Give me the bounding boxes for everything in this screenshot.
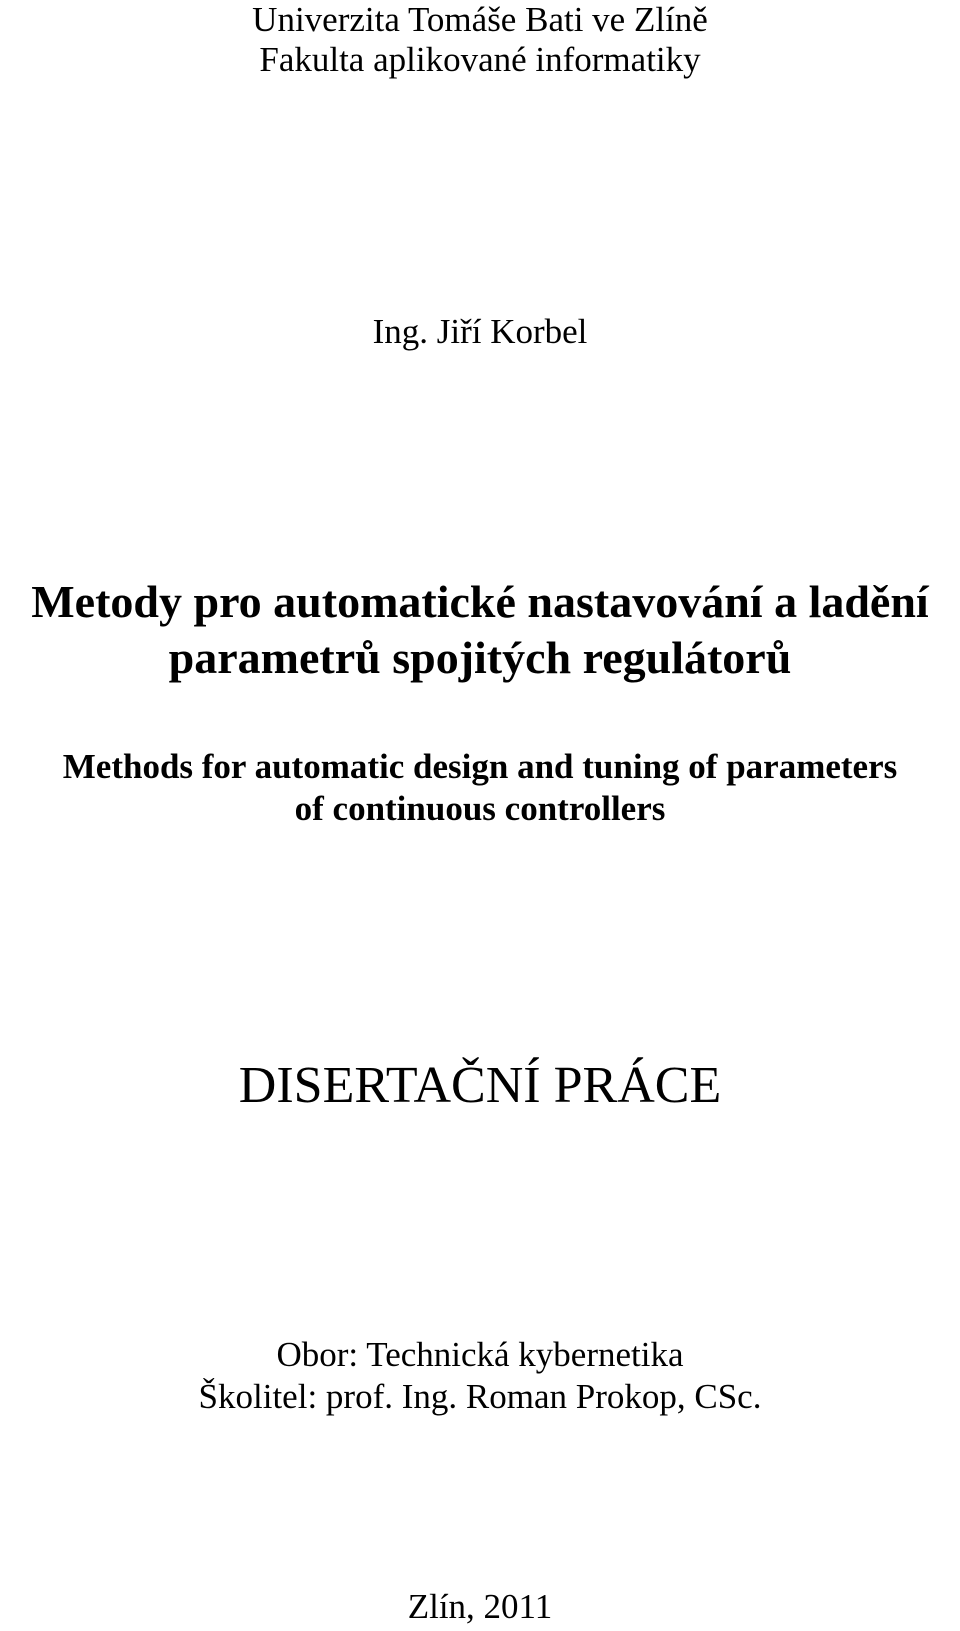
title-czech-line-1: Metody pro automatické nastavování a ladění <box>31 576 929 627</box>
place-and-year: Zlín, 2011 <box>407 1587 553 1626</box>
title-english-line-1: Methods for automatic design and tuning of parameters <box>62 747 898 786</box>
field-of-study: Obor: Technická kybernetika <box>276 1335 684 1374</box>
faculty-name: Fakulta aplikované informatiky <box>259 40 701 79</box>
title-czech-line-2: parametrů spojitých regulátorů <box>168 632 792 683</box>
title-english-line-2: of continuous controllers <box>294 789 666 828</box>
author-name: Ing. Jiří Korbel <box>372 312 588 351</box>
university-name: Univerzita Tomáše Bati ve Zlíně <box>252 0 708 39</box>
supervisor: Školitel: prof. Ing. Roman Prokop, CSc. <box>198 1377 762 1416</box>
document-type: DISERTAČNÍ PRÁCE <box>238 1057 722 1114</box>
